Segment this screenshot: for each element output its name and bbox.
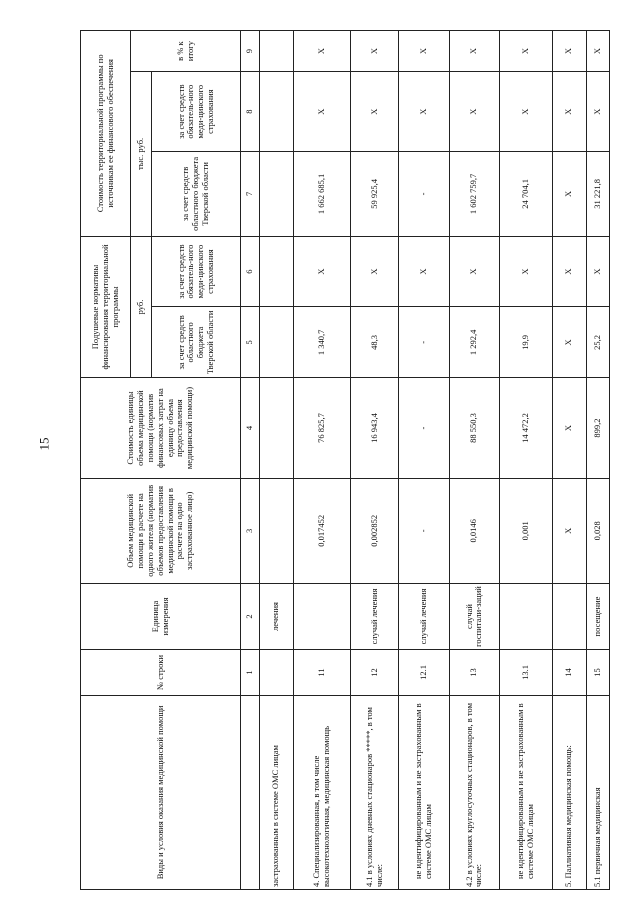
header-unit: Единица измерения bbox=[81, 583, 241, 649]
header-cost: Стоимость единицы объема медицинской помощи (норматив финансовых затрат на единицу объема предоставления медицинской помощи) bbox=[81, 378, 241, 479]
colnum: 5 bbox=[241, 307, 259, 378]
colnum: 7 bbox=[241, 152, 259, 237]
table-row: 5. Паллиативная медицинская помощь: 14 X X X X X X X bbox=[552, 31, 586, 890]
colnum: 2 bbox=[241, 583, 259, 649]
column-numbers-row bbox=[241, 31, 259, 890]
header-norm-group: Подушевые нормативы финансирования территориальной программы bbox=[81, 236, 131, 378]
colnum: 1 bbox=[241, 650, 259, 696]
header-cost-group: Стоимость территориальной программы по источникам ее финансового обеспечения bbox=[81, 31, 131, 237]
colnum: 3 bbox=[241, 478, 259, 583]
header-norm-unit: руб. bbox=[131, 236, 152, 378]
page-number: 15 bbox=[36, 437, 52, 451]
header-cost-budget: за счет средств областного бюджета Тверской области bbox=[151, 152, 240, 237]
table-row: 5.1 первичная медицинская 15 посещение 0,028 899,2 25,2 X 31 221,8 X X bbox=[587, 31, 610, 890]
rotated-table-wrapper bbox=[80, 30, 640, 887]
colnum: 9 bbox=[241, 31, 259, 72]
colnum: 8 bbox=[241, 72, 259, 152]
table-row: застрахованным в системе ОМС лицам лечения bbox=[259, 31, 293, 890]
header-kind: Виды и условия оказания медицинской помощи bbox=[81, 695, 241, 889]
header-cost-unit: тыс. руб. bbox=[131, 72, 152, 236]
header-line: № строки bbox=[81, 650, 241, 696]
header-volume: Объем медицинской помощи в расчете на одного жителя (норматив объемов предоставления медицинской помощи в расчете на одно застрахованное лицо) bbox=[81, 478, 241, 583]
header-percent: в % к итогу bbox=[131, 31, 241, 72]
colnum: 4 bbox=[241, 378, 259, 479]
colnum: 6 bbox=[241, 236, 259, 307]
table-row: 4.2 в условиях круглосуточных стационаров, в том числе: 13 случай госпитали-заций 0,0146 88 550,3 1 292,4 X 1 602 759,7 X X bbox=[449, 31, 499, 890]
header-cost-oms: за счет средств обязатель-ного меди-цинского страхования bbox=[151, 72, 240, 152]
financing-table bbox=[80, 30, 610, 890]
table-row: 4.1 в условиях дневных стационаров *****, в том числе: 12 случай лечения 0,002852 16 943,4 48,3 X 59 925,4 X X bbox=[351, 31, 399, 890]
header-norm-oms: за счет средств обязатель-ного меди-цинского страхования bbox=[151, 236, 240, 307]
header-norm-budget: за счет средств областного бюджета Тверской области bbox=[151, 307, 240, 378]
table-row: не идентифицированным и не застрахованным в системе ОМС лицам 12.1 случай лечения - - - X - X X bbox=[399, 31, 449, 890]
table-row: 4. Специализированная, в том числе высокотехнологичная, медицинская помощь 11 0,017452 76 825,7 1 340,7 X 1 662 685,1 X X bbox=[293, 31, 350, 890]
table-row: не идентифицированным и не застрахованным в системе ОМС лицам 13.1 0,001 14 472,2 19,9 X 24 704,1 X X bbox=[500, 31, 553, 890]
